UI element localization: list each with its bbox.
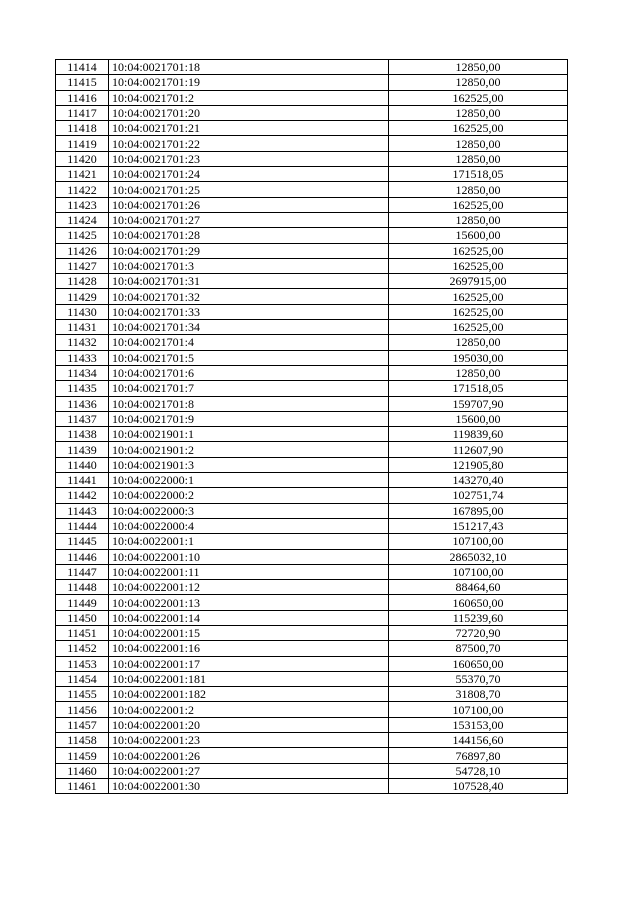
row-number-cell: 11443 xyxy=(56,503,109,518)
cadastral-number-cell: 10:04:0022001:181 xyxy=(109,671,389,686)
cadastral-value-cell: 12850,00 xyxy=(389,212,568,227)
cadastral-value-cell: 2697915,00 xyxy=(389,274,568,289)
row-number-cell: 11442 xyxy=(56,488,109,503)
cadastral-value-cell: 144156,60 xyxy=(389,733,568,748)
cadastral-value-cell: 54728,10 xyxy=(389,763,568,778)
cadastral-number-cell: 10:04:0022001:12 xyxy=(109,580,389,595)
cadastral-number-cell: 10:04:0021701:26 xyxy=(109,197,389,212)
cadastral-value-cell: 12850,00 xyxy=(389,335,568,350)
table-row xyxy=(56,136,568,151)
row-number-cell: 11421 xyxy=(56,167,109,182)
row-number-cell: 11439 xyxy=(56,442,109,457)
table-row xyxy=(56,473,568,488)
row-number-cell: 11415 xyxy=(56,75,109,90)
row-number-cell: 11429 xyxy=(56,289,109,304)
cadastral-number-cell: 10:04:0022001:23 xyxy=(109,733,389,748)
cadastral-value-cell: 12850,00 xyxy=(389,105,568,120)
row-number-cell: 11428 xyxy=(56,274,109,289)
cadastral-number-cell: 10:04:0022001:1 xyxy=(109,534,389,549)
cadastral-number-cell: 10:04:0021701:8 xyxy=(109,396,389,411)
cadastral-number-cell: 10:04:0022001:16 xyxy=(109,641,389,656)
table-row xyxy=(56,778,568,793)
table-row xyxy=(56,610,568,625)
row-number-cell: 11422 xyxy=(56,182,109,197)
table-row xyxy=(56,320,568,335)
row-number-cell: 11417 xyxy=(56,105,109,120)
row-number-cell: 11457 xyxy=(56,717,109,732)
cadastral-number-cell: 10:04:0021701:31 xyxy=(109,274,389,289)
table-row xyxy=(56,549,568,564)
cadastral-value-cell: 12850,00 xyxy=(389,151,568,166)
row-number-cell: 11448 xyxy=(56,580,109,595)
cadastral-value-cell: 153153,00 xyxy=(389,717,568,732)
table-row xyxy=(56,580,568,595)
row-number-cell: 11437 xyxy=(56,411,109,426)
row-number-cell: 11414 xyxy=(56,60,109,75)
row-number-cell: 11430 xyxy=(56,304,109,319)
cadastral-value-cell: 143270,40 xyxy=(389,473,568,488)
row-number-cell: 11451 xyxy=(56,625,109,640)
table-row xyxy=(56,518,568,533)
row-number-cell: 11440 xyxy=(56,457,109,472)
table-row xyxy=(56,687,568,702)
cadastral-value-cell: 119839,60 xyxy=(389,427,568,442)
cadastral-value-cell: 121905,80 xyxy=(389,457,568,472)
cadastral-value-cell: 107528,40 xyxy=(389,778,568,793)
cadastral-value-cell: 12850,00 xyxy=(389,136,568,151)
cadastral-number-cell: 10:04:0021701:2 xyxy=(109,90,389,105)
cadastral-value-cell: 102751,74 xyxy=(389,488,568,503)
table-row xyxy=(56,212,568,227)
cadastral-value-cell: 160650,00 xyxy=(389,656,568,671)
cadastral-value-cell: 160650,00 xyxy=(389,595,568,610)
row-number-cell: 11444 xyxy=(56,518,109,533)
cadastral-number-cell: 10:04:0021701:25 xyxy=(109,182,389,197)
table-row xyxy=(56,641,568,656)
cadastral-number-cell: 10:04:0021901:2 xyxy=(109,442,389,457)
cadastral-value-cell: 112607,90 xyxy=(389,442,568,457)
cadastral-value-cell: 2865032,10 xyxy=(389,549,568,564)
row-number-cell: 11434 xyxy=(56,365,109,380)
table-row xyxy=(56,442,568,457)
table-row xyxy=(56,396,568,411)
cadastral-number-cell: 10:04:0021701:24 xyxy=(109,167,389,182)
cadastral-value-cell: 162525,00 xyxy=(389,197,568,212)
table-row xyxy=(56,534,568,549)
cadastral-value-cell: 88464,60 xyxy=(389,580,568,595)
table-row xyxy=(56,75,568,90)
cadastral-number-cell: 10:04:0022001:11 xyxy=(109,564,389,579)
table-row xyxy=(56,381,568,396)
cadastral-number-cell: 10:04:0022001:13 xyxy=(109,595,389,610)
table-row xyxy=(56,671,568,686)
row-number-cell: 11431 xyxy=(56,320,109,335)
table-row xyxy=(56,228,568,243)
cadastral-number-cell: 10:04:0022001:182 xyxy=(109,687,389,702)
cadastral-number-cell: 10:04:0022001:2 xyxy=(109,702,389,717)
table-row xyxy=(56,105,568,120)
row-number-cell: 11419 xyxy=(56,136,109,151)
cadastral-value-cell: 87500,70 xyxy=(389,641,568,656)
row-number-cell: 11435 xyxy=(56,381,109,396)
cadastral-number-cell: 10:04:0022000:3 xyxy=(109,503,389,518)
row-number-cell: 11420 xyxy=(56,151,109,166)
row-number-cell: 11456 xyxy=(56,702,109,717)
cadastral-value-cell: 171518,05 xyxy=(389,167,568,182)
cadastral-value-cell: 162525,00 xyxy=(389,258,568,273)
cadastral-number-cell: 10:04:0022000:4 xyxy=(109,518,389,533)
row-number-cell: 11433 xyxy=(56,350,109,365)
table-row xyxy=(56,289,568,304)
table-body xyxy=(56,60,568,794)
table-row xyxy=(56,274,568,289)
row-number-cell: 11416 xyxy=(56,90,109,105)
table-row xyxy=(56,167,568,182)
row-number-cell: 11446 xyxy=(56,549,109,564)
cadastral-number-cell: 10:04:0021701:4 xyxy=(109,335,389,350)
cadastral-number-cell: 10:04:0021701:18 xyxy=(109,60,389,75)
table-row xyxy=(56,763,568,778)
table-row xyxy=(56,748,568,763)
cadastral-value-cell: 162525,00 xyxy=(389,243,568,258)
cadastral-number-cell: 10:04:0021701:3 xyxy=(109,258,389,273)
row-number-cell: 11461 xyxy=(56,778,109,793)
cadastral-value-cell: 12850,00 xyxy=(389,365,568,380)
cadastral-value-cell: 162525,00 xyxy=(389,320,568,335)
cadastral-number-cell: 10:04:0022001:27 xyxy=(109,763,389,778)
row-number-cell: 11447 xyxy=(56,564,109,579)
cadastral-number-cell: 10:04:0022001:15 xyxy=(109,625,389,640)
cadastral-number-cell: 10:04:0021701:6 xyxy=(109,365,389,380)
cadastral-number-cell: 10:04:0021701:22 xyxy=(109,136,389,151)
cadastral-number-cell: 10:04:0021701:34 xyxy=(109,320,389,335)
cadastral-number-cell: 10:04:0021901:3 xyxy=(109,457,389,472)
cadastral-value-cell: 76897,80 xyxy=(389,748,568,763)
table-row xyxy=(56,564,568,579)
table-row xyxy=(56,457,568,472)
cadastral-value-table xyxy=(55,59,568,794)
cadastral-number-cell: 10:04:0021701:29 xyxy=(109,243,389,258)
table-row xyxy=(56,625,568,640)
cadastral-value-cell: 162525,00 xyxy=(389,304,568,319)
table-row xyxy=(56,243,568,258)
row-number-cell: 11459 xyxy=(56,748,109,763)
cadastral-number-cell: 10:04:0021701:28 xyxy=(109,228,389,243)
cadastral-number-cell: 10:04:0021701:32 xyxy=(109,289,389,304)
row-number-cell: 11441 xyxy=(56,473,109,488)
cadastral-number-cell: 10:04:0021701:23 xyxy=(109,151,389,166)
row-number-cell: 11454 xyxy=(56,671,109,686)
row-number-cell: 11424 xyxy=(56,212,109,227)
table-row xyxy=(56,335,568,350)
cadastral-number-cell: 10:04:0021701:20 xyxy=(109,105,389,120)
table-row xyxy=(56,733,568,748)
row-number-cell: 11436 xyxy=(56,396,109,411)
cadastral-value-cell: 115239,60 xyxy=(389,610,568,625)
cadastral-number-cell: 10:04:0022001:20 xyxy=(109,717,389,732)
cadastral-number-cell: 10:04:0021701:19 xyxy=(109,75,389,90)
row-number-cell: 11460 xyxy=(56,763,109,778)
cadastral-value-cell: 72720,90 xyxy=(389,625,568,640)
cadastral-value-cell: 12850,00 xyxy=(389,75,568,90)
cadastral-number-cell: 10:04:0022001:30 xyxy=(109,778,389,793)
table-row xyxy=(56,411,568,426)
cadastral-value-cell: 31808,70 xyxy=(389,687,568,702)
cadastral-number-cell: 10:04:0021701:5 xyxy=(109,350,389,365)
row-number-cell: 11438 xyxy=(56,427,109,442)
row-number-cell: 11455 xyxy=(56,687,109,702)
table-row xyxy=(56,182,568,197)
table-row xyxy=(56,503,568,518)
cadastral-number-cell: 10:04:0021701:33 xyxy=(109,304,389,319)
table-row xyxy=(56,717,568,732)
row-number-cell: 11423 xyxy=(56,197,109,212)
cadastral-value-cell: 15600,00 xyxy=(389,228,568,243)
cadastral-value-cell: 151217,43 xyxy=(389,518,568,533)
table-row xyxy=(56,258,568,273)
table-row xyxy=(56,90,568,105)
table-row xyxy=(56,488,568,503)
row-number-cell: 11449 xyxy=(56,595,109,610)
row-number-cell: 11458 xyxy=(56,733,109,748)
cadastral-value-cell: 162525,00 xyxy=(389,121,568,136)
row-number-cell: 11427 xyxy=(56,258,109,273)
table-row xyxy=(56,304,568,319)
table-row xyxy=(56,656,568,671)
cadastral-number-cell: 10:04:0022001:17 xyxy=(109,656,389,671)
row-number-cell: 11426 xyxy=(56,243,109,258)
cadastral-value-cell: 107100,00 xyxy=(389,702,568,717)
row-number-cell: 11445 xyxy=(56,534,109,549)
table-row xyxy=(56,121,568,136)
cadastral-number-cell: 10:04:0021901:1 xyxy=(109,427,389,442)
cadastral-value-cell: 12850,00 xyxy=(389,182,568,197)
cadastral-number-cell: 10:04:0022001:26 xyxy=(109,748,389,763)
row-number-cell: 11425 xyxy=(56,228,109,243)
cadastral-number-cell: 10:04:0021701:27 xyxy=(109,212,389,227)
cadastral-value-cell: 171518,05 xyxy=(389,381,568,396)
table-row xyxy=(56,595,568,610)
cadastral-value-cell: 107100,00 xyxy=(389,564,568,579)
cadastral-value-cell: 107100,00 xyxy=(389,534,568,549)
cadastral-number-cell: 10:04:0022000:1 xyxy=(109,473,389,488)
cadastral-value-cell: 12850,00 xyxy=(389,60,568,75)
row-number-cell: 11453 xyxy=(56,656,109,671)
cadastral-value-cell: 15600,00 xyxy=(389,411,568,426)
cadastral-value-cell: 55370,70 xyxy=(389,671,568,686)
table-row xyxy=(56,60,568,75)
cadastral-value-cell: 167895,00 xyxy=(389,503,568,518)
cadastral-value-cell: 159707,90 xyxy=(389,396,568,411)
row-number-cell: 11452 xyxy=(56,641,109,656)
table-row xyxy=(56,151,568,166)
table-row xyxy=(56,365,568,380)
table-row xyxy=(56,350,568,365)
table-row xyxy=(56,427,568,442)
cadastral-number-cell: 10:04:0022000:2 xyxy=(109,488,389,503)
row-number-cell: 11418 xyxy=(56,121,109,136)
cadastral-value-cell: 195030,00 xyxy=(389,350,568,365)
cadastral-number-cell: 10:04:0021701:21 xyxy=(109,121,389,136)
cadastral-number-cell: 10:04:0021701:9 xyxy=(109,411,389,426)
cadastral-number-cell: 10:04:0021701:7 xyxy=(109,381,389,396)
row-number-cell: 11432 xyxy=(56,335,109,350)
cadastral-value-cell: 162525,00 xyxy=(389,289,568,304)
cadastral-number-cell: 10:04:0022001:14 xyxy=(109,610,389,625)
table-row xyxy=(56,702,568,717)
row-number-cell: 11450 xyxy=(56,610,109,625)
cadastral-number-cell: 10:04:0022001:10 xyxy=(109,549,389,564)
cadastral-value-cell: 162525,00 xyxy=(389,90,568,105)
table-row xyxy=(56,197,568,212)
